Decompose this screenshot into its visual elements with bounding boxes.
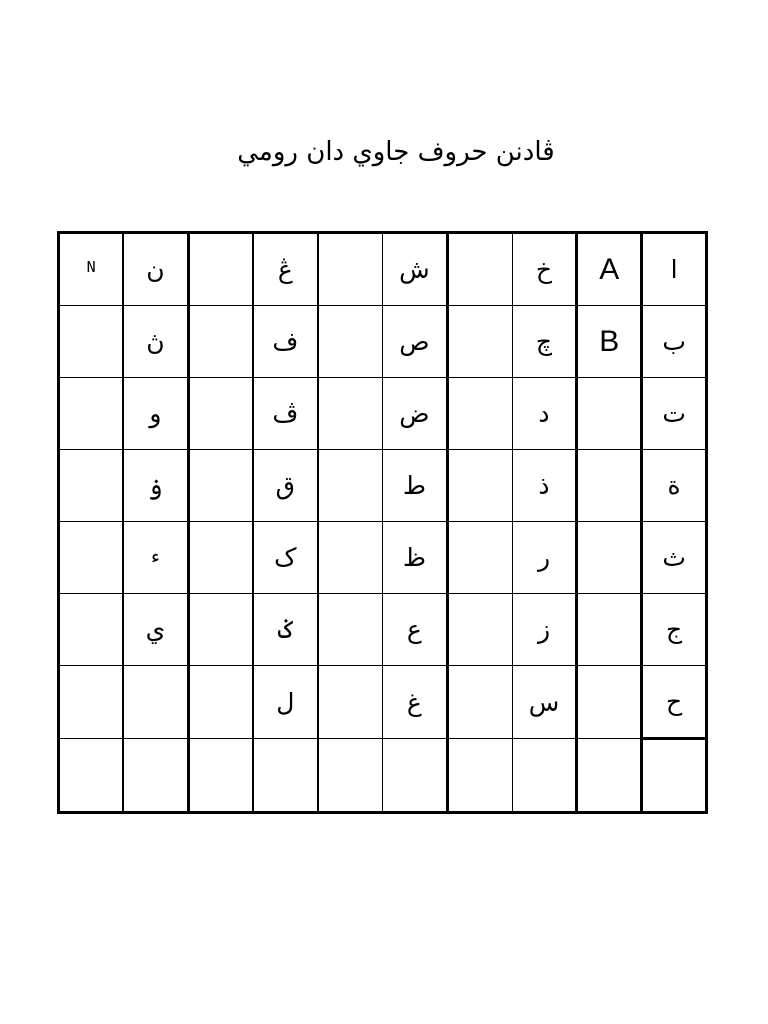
jawi-letter-cell [512, 378, 577, 450]
roman-answer-cell[interactable] [59, 594, 124, 666]
grid-row [59, 594, 707, 666]
jawi-letter-cell [382, 594, 447, 666]
roman-answer-cell[interactable] [577, 739, 642, 813]
jawi-letter-cell [382, 378, 447, 450]
jawi-letter: ڤ [272, 399, 299, 428]
jawi-letter: ف [272, 327, 299, 356]
roman-answer-cell[interactable] [59, 522, 124, 594]
roman-answer-cell[interactable] [577, 378, 642, 450]
roman-answer-cell[interactable] [447, 378, 512, 450]
roman-answer-cell[interactable] [188, 522, 253, 594]
jawi-letter-cell [253, 666, 318, 739]
grid-row [59, 378, 707, 450]
roman-letter: B [599, 324, 620, 358]
jawi-letter: ت [662, 399, 686, 428]
roman-letter: N [86, 258, 96, 276]
jawi-letter-cell [253, 233, 318, 306]
jawi-letter-cell [253, 306, 318, 378]
roman-answer-cell[interactable] [318, 739, 383, 813]
jawi-letter-cell [123, 450, 188, 522]
roman-answer-cell[interactable] [59, 233, 124, 306]
jawi-letter: ظ [402, 543, 426, 572]
jawi-letter-cell [642, 450, 707, 522]
jawi-letter-cell [642, 378, 707, 450]
jawi-letter-cell [253, 594, 318, 666]
jawi-letter: ع [406, 615, 422, 644]
jawi-letter: ک [274, 543, 297, 572]
grid-row [59, 666, 707, 739]
jawi-letter: ب [662, 327, 686, 356]
roman-answer-cell[interactable] [188, 594, 253, 666]
jawi-letter: چ [535, 327, 553, 356]
roman-answer-cell[interactable] [188, 378, 253, 450]
jawi-letter-cell [382, 739, 447, 813]
roman-answer-cell[interactable] [447, 739, 512, 813]
jawi-letter: ي [145, 615, 166, 644]
jawi-letter: ݢ [277, 615, 293, 644]
roman-answer-cell[interactable] [577, 594, 642, 666]
jawi-letter-cell [382, 666, 447, 739]
jawi-letter-cell [382, 450, 447, 522]
jawi-letter-cell [512, 594, 577, 666]
roman-answer-cell[interactable] [447, 666, 512, 739]
jawi-letter: ڽ [146, 327, 165, 356]
roman-answer-cell[interactable] [577, 666, 642, 739]
jawi-letter: ء [150, 546, 160, 568]
jawi-letter-cell [512, 739, 577, 813]
jawi-letter: ق [275, 471, 295, 500]
jawi-letter: ج [666, 615, 683, 644]
jawi-letter-cell [382, 522, 447, 594]
jawi-letter-cell [512, 306, 577, 378]
jawi-letter: ض [399, 399, 430, 428]
roman-answer-cell[interactable] [59, 666, 124, 739]
jawi-letter: ن [146, 255, 165, 284]
grid-row [59, 450, 707, 522]
roman-answer-cell[interactable] [188, 739, 253, 813]
jawi-letter-cell [123, 233, 188, 306]
roman-answer-cell[interactable] [447, 233, 512, 306]
roman-answer-cell[interactable] [188, 666, 253, 739]
grid-row [59, 739, 707, 813]
jawi-letter-cell [253, 450, 318, 522]
jawi-letter-cell [642, 522, 707, 594]
jawi-letter-cell [382, 233, 447, 306]
jawi-letter-cell [253, 378, 318, 450]
jawi-letter: ل [276, 687, 295, 717]
roman-answer-cell[interactable] [188, 233, 253, 306]
jawi-letter-cell [123, 739, 188, 813]
roman-answer-cell[interactable] [447, 594, 512, 666]
jawi-letter: ش [399, 255, 430, 284]
roman-answer-cell[interactable] [577, 306, 642, 378]
roman-answer-cell[interactable] [577, 233, 642, 306]
jawi-letter-cell [123, 306, 188, 378]
page-title: ڤادنن حروف جاوي دان رومي [237, 137, 555, 167]
jawi-letter: س [528, 687, 560, 717]
roman-answer-cell[interactable] [318, 233, 383, 306]
roman-answer-cell[interactable] [577, 522, 642, 594]
jawi-letter: ص [399, 327, 430, 356]
jawi-letter: غ [406, 687, 422, 717]
roman-answer-cell[interactable] [318, 306, 383, 378]
jawi-letter: ث [662, 543, 686, 572]
roman-answer-cell[interactable] [447, 450, 512, 522]
jawi-letter: ا [670, 255, 678, 284]
jawi-letter-cell [642, 233, 707, 306]
roman-answer-cell[interactable] [59, 306, 124, 378]
roman-answer-cell[interactable] [447, 306, 512, 378]
roman-answer-cell[interactable] [188, 450, 253, 522]
roman-answer-cell[interactable] [59, 739, 124, 813]
jawi-letter-cell [512, 522, 577, 594]
jawi-letter-cell [642, 594, 707, 666]
roman-letter: A [599, 252, 620, 286]
roman-answer-cell[interactable] [318, 450, 383, 522]
jawi-letter: ة [667, 471, 681, 500]
jawi-letter: ز [537, 615, 551, 644]
roman-answer-cell[interactable] [318, 666, 383, 739]
roman-answer-cell[interactable] [59, 450, 124, 522]
jawi-letter-cell [123, 378, 188, 450]
jawi-letter-cell [642, 739, 707, 813]
jawi-letter-cell [642, 666, 707, 739]
jawi-letter-cell [512, 450, 577, 522]
jawi-letter: و [149, 399, 162, 428]
roman-answer-cell[interactable] [447, 522, 512, 594]
jawi-letter: ۏ [148, 471, 163, 500]
roman-answer-cell[interactable] [577, 450, 642, 522]
grid-row [59, 233, 707, 306]
jawi-letter-cell [382, 306, 447, 378]
roman-answer-cell[interactable] [318, 522, 383, 594]
jawi-letter-cell [642, 306, 707, 378]
grid-row [59, 522, 707, 594]
jawi-letter: ذ [538, 471, 550, 500]
jawi-letter: ط [402, 471, 426, 500]
jawi-letter: ڠ [277, 255, 293, 284]
letter-matching-grid [57, 231, 708, 814]
jawi-letter-cell [512, 233, 577, 306]
roman-answer-cell[interactable] [188, 306, 253, 378]
roman-answer-cell[interactable] [318, 594, 383, 666]
jawi-letter-cell [123, 594, 188, 666]
jawi-letter-cell [123, 666, 188, 739]
jawi-letter: خ [535, 255, 553, 284]
jawi-letter-cell [253, 739, 318, 813]
jawi-letter: ح [666, 687, 683, 716]
grid-row [59, 306, 707, 378]
jawi-letter-cell [512, 666, 577, 739]
jawi-letter-cell [253, 522, 318, 594]
jawi-letter: ر [537, 543, 551, 572]
jawi-letter-cell [123, 522, 188, 594]
roman-answer-cell[interactable] [318, 378, 383, 450]
jawi-letter: د [538, 399, 550, 428]
roman-answer-cell[interactable] [59, 378, 124, 450]
